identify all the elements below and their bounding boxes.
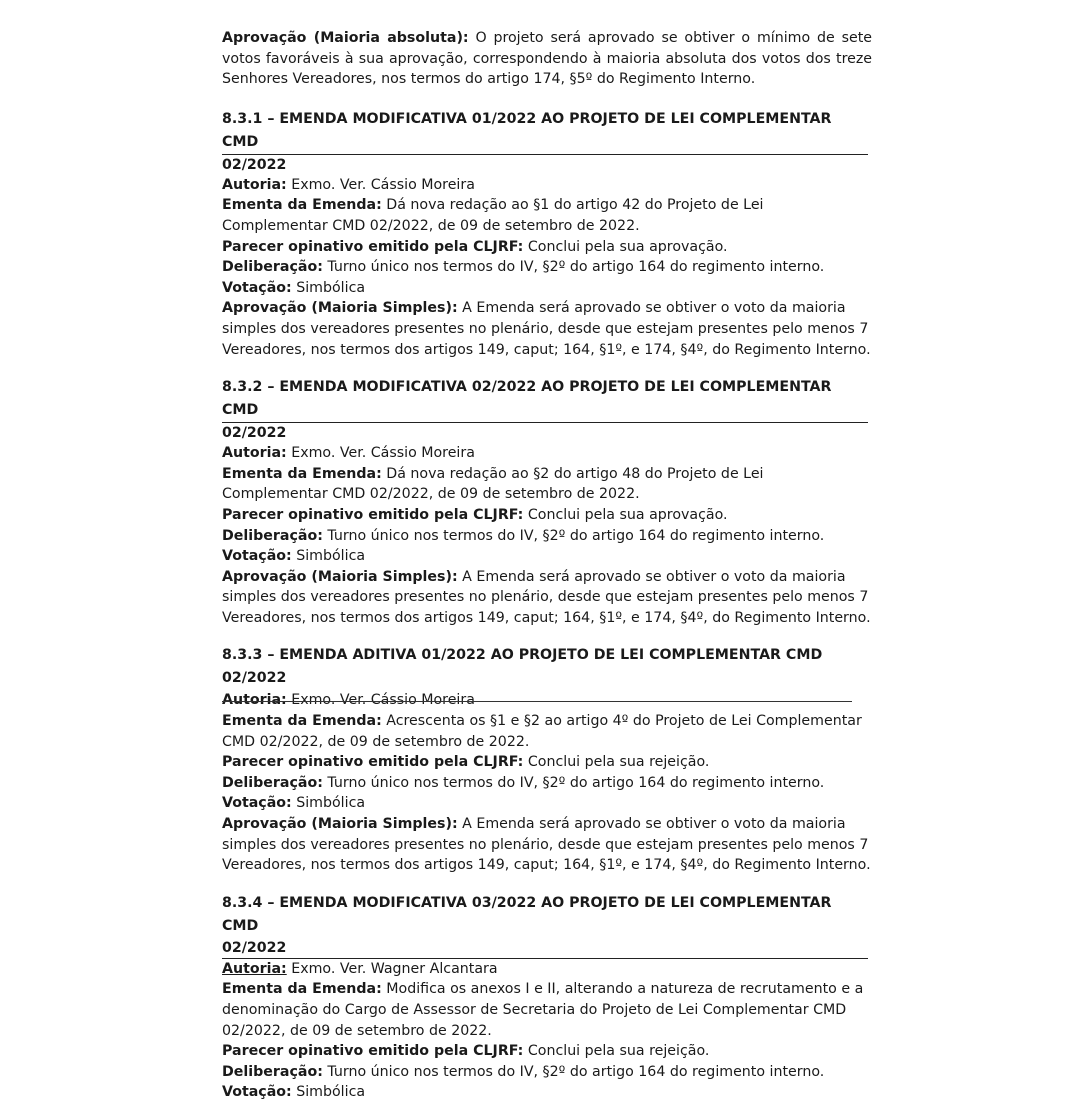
ementa-row: Ementa da Emenda: Dá nova redação ao §2 do artigo 48 do Projeto de Lei Complementar CMD 02/2022, de 09 de setembro de 2022. — [222, 465, 764, 503]
intro-label: Aprovação (Maioria absoluta): — [222, 30, 469, 46]
aprovacao-row: Aprovação (Maioria Simples): A Emenda será aprovado se obtiver o voto da maioria simples dos vereadores presentes no plenário, desde que estejam presentes pelo menos 7 Vereadores, nos termos dos artigos 149, caput; 164, §1º, e 174, §4º, do Regimento Interno. — [222, 568, 871, 626]
autoria-row: Autoria: Exmo. Ver. Cássio Moreira — [222, 445, 475, 462]
intro-paragraph — [222, 28, 872, 90]
deliberacao-row: Deliberação: Turno único nos termos do IV, §2º do artigo 164 do regimento interno. — [222, 1063, 825, 1080]
amendment-heading-cont: 02/2022 — [222, 939, 287, 956]
ementa-row: Ementa da Emenda: Dá nova redação ao §1 do artigo 42 do Projeto de Lei Complementar CMD 02/2022, de 09 de setembro de 2022. — [222, 197, 764, 234]
amendment-8-3-1 — [222, 108, 872, 360]
amendment-heading-cont: 02/2022 — [222, 156, 287, 173]
amendment-8-3-3 — [222, 644, 872, 875]
votacao-row: Votação: Simbólica — [222, 548, 366, 565]
deliberacao-row: Deliberação: Turno único nos termos do IV, §2º do artigo 164 do regimento interno. — [222, 527, 825, 544]
amendment-heading: 8.3.4 – EMENDA MODIFICATIVA 03/2022 AO PROJETO DE LEI COMPLEMENTAR CMD — [222, 894, 832, 934]
autoria-row: Autoria: Exmo. Ver. Cássio Moreira — [222, 690, 872, 711]
votacao-row: Votação: Simbólica — [222, 279, 366, 296]
ementa-row: Ementa da Emenda: Acrescenta os §1 e §2 ao artigo 4º do Projeto de Lei Complementar CMD 02/2022, de 09 de setembro de 2022. — [222, 713, 862, 750]
parecer-row: Parecer opinativo emitido pela CLJRF: Conclui pela sua aprovação. — [222, 238, 728, 255]
votacao-row: Votação: Simbólica — [222, 1084, 366, 1101]
aprovacao-row: Aprovação (Maioria Simples): A Emenda será aprovado se obtiver o voto da maioria simples dos vereadores presentes no plenário, desde que estejam presentes pelo menos 7 Vereadores, nos termos dos artigos 149, caput; 164, §1º, e 174, §4º, do Regimento Interno. — [222, 816, 871, 874]
autoria-row: Autoria: Exmo. Ver. Cássio Moreira — [222, 176, 475, 193]
amendment-heading-cont: 02/2022 — [222, 425, 287, 442]
parecer-row: Parecer opinativo emitido pela CLJRF: Conclui pela sua rejeição. — [222, 754, 710, 771]
aprovacao-row: Aprovação (Maioria Simples): A Emenda será aprovado se obtiver o voto da maioria simples dos vereadores presentes no plenário, desde que estejam presentes pelo menos 7 Vereadores, nos termos dos artigos 149, caput; 164, §1º, e 174, §4º, do Regimento Interno. — [222, 300, 871, 358]
amendment-8-3-4 — [222, 892, 872, 1103]
amendment-heading: 8.3.3 – EMENDA ADITIVA 01/2022 AO PROJETO DE LEI COMPLEMENTAR CMD 02/2022 — [222, 647, 823, 687]
amendment-heading: 8.3.1 – EMENDA MODIFICATIVA 01/2022 AO PROJETO DE LEI COMPLEMENTAR CMD — [222, 110, 832, 150]
intro-text: O projeto será aprovado se obtiver o mínimo de sete votos favoráveis à sua aprovação, correspondendo à maioria absoluta dos votos dos treze Senhores Vereadores, nos termos do artigo 174, §5º do Regimento Interno. — [222, 30, 872, 88]
ementa-row: Ementa da Emenda: Modifica os anexos I e II, alterando a natureza de recrutamento e a denominação do Cargo de Assessor de Secretaria do Projeto de Lei Complementar CMD 02/2022, de 09 de setembro de 2022. — [222, 981, 864, 1039]
deliberacao-row: Deliberação: Turno único nos termos do IV, §2º do artigo 164 do regimento interno. — [222, 259, 825, 276]
amendment-heading: 8.3.2 – EMENDA MODIFICATIVA 02/2022 AO PROJETO DE LEI COMPLEMENTAR CMD — [222, 379, 832, 419]
votacao-row: Votação: Simbólica — [222, 795, 366, 812]
document-page — [222, 28, 872, 1103]
autoria-row: Autoria: Exmo. Ver. Wagner Alcantara — [222, 960, 498, 977]
parecer-row: Parecer opinativo emitido pela CLJRF: Conclui pela sua rejeição. — [222, 1043, 710, 1060]
deliberacao-row: Deliberação: Turno único nos termos do IV, §2º do artigo 164 do regimento interno. — [222, 774, 825, 791]
parecer-row: Parecer opinativo emitido pela CLJRF: Conclui pela sua aprovação. — [222, 506, 728, 523]
amendment-8-3-2 — [222, 376, 872, 628]
